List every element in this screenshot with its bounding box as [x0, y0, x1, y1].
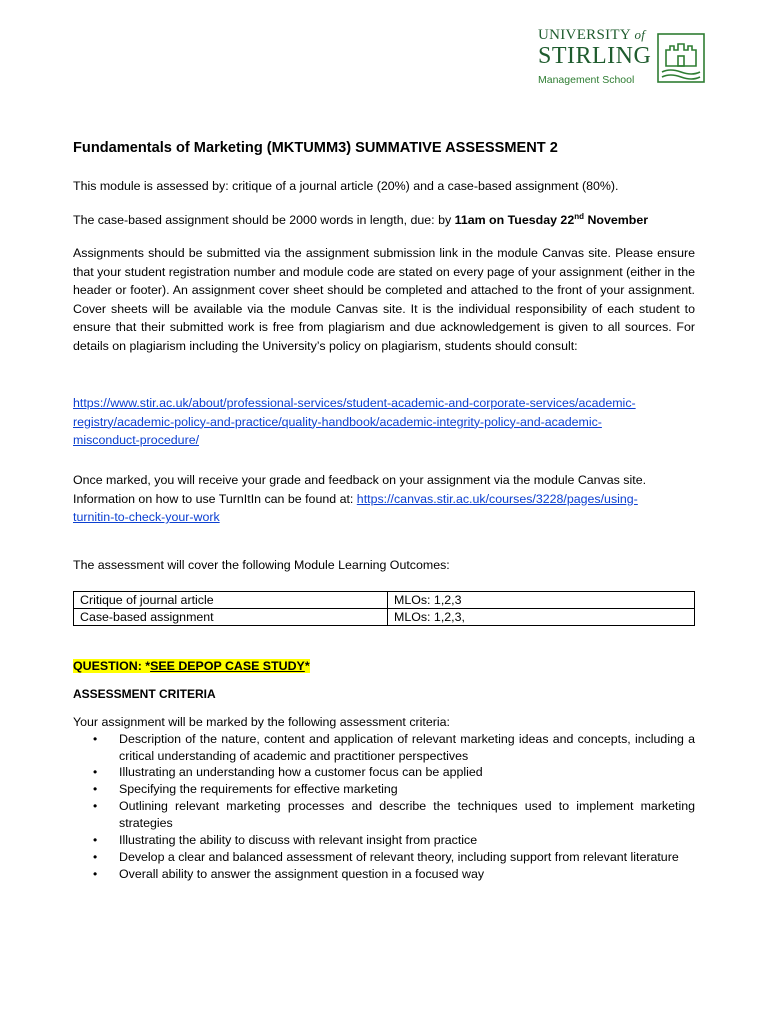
bullet-icon: • [93, 732, 98, 746]
castle-crest-icon [656, 32, 706, 84]
due-date-paragraph [73, 211, 695, 230]
table-cell-mlos: MLOs: 1,2,3, [388, 609, 695, 626]
logo-university-line [538, 26, 656, 44]
list-item [73, 866, 695, 883]
question-tail: * [304, 659, 310, 673]
bullet-icon: • [93, 782, 98, 797]
question-case-study: SEE DEPOP CASE STUDY [150, 659, 305, 673]
policy-link-block [73, 394, 695, 450]
table-cell-item: Critique of journal article [74, 592, 388, 609]
criteria-heading: ASSESSMENT CRITERIA [73, 687, 216, 701]
submission-instructions [73, 244, 695, 355]
question-line [73, 657, 695, 676]
due-date-lead: The case-based assignment should be 2000 words in length, due: by [73, 213, 455, 227]
due-date-suffix: nd [574, 211, 584, 221]
list-item [73, 798, 695, 831]
feedback-text [73, 471, 695, 527]
due-date-month: November [584, 213, 649, 227]
list-item [73, 764, 695, 781]
due-date-text [73, 211, 695, 230]
criteria-text: Illustrating an understanding how a customer focus can be applied [119, 765, 483, 780]
policy-link-line-1: https://www.stir.ac.uk/about/professional-services/student-academic-and-corporate-services/academic- [73, 396, 636, 410]
feedback-paragraph [73, 471, 695, 527]
assessment-overview-text: This module is assessed by: critique of a journal article (20%) and a case-based assignment (80%). [73, 179, 619, 193]
criteria-heading-block [73, 685, 695, 704]
page-title: Fundamentals of Marketing (MKTUMM3) SUMMATIVE ASSESSMENT 2 [73, 140, 558, 156]
logo-stirling-text: STIRLING [538, 43, 652, 69]
due-date-day: 11am on Tuesday 22 [454, 213, 575, 227]
table-cell-mlos: MLOs: 1,2,3 [388, 592, 695, 609]
logo-wordmark [538, 26, 656, 88]
academic-integrity-policy-link[interactable] [73, 396, 636, 447]
assessment-overview [73, 177, 695, 196]
feedback-line-1: Once marked, you will receive your grade and feedback on your assignment via the module Canvas site. [73, 473, 647, 487]
turnitin-link-part-2: turnitin-to-check-your-work [73, 510, 220, 524]
bullet-icon: • [93, 866, 98, 881]
list-item [73, 849, 695, 866]
policy-link-line-3: misconduct-procedure/ [73, 433, 200, 447]
bullet-icon: • [93, 832, 98, 847]
question-label: QUESTION: * [73, 659, 151, 673]
policy-link-line-2: registry/academic-policy-and-practice/quality-handbook/academic-integrity-policy-and-academic- [73, 414, 602, 429]
criteria-text: Specifying the requirements for effective marketing [119, 782, 398, 797]
logo-school-text: Management School [538, 74, 635, 86]
bullet-icon: • [93, 799, 98, 814]
criteria-text: Outlining relevant marketing processes and describe the techniques used to implement marketing strategies [119, 799, 695, 830]
submission-instructions-text: Assignments should be submitted via the assignment submission link in the module Canvas site. Please ensure that your student registration number and module code are stated on every page of your assignment (either in the header or footer). An assignment cover sheet should be completed and attached to the front of your assignment. Cover sheets will be available via the module Canvas site. It is the individual responsibility of each student to ensure that their submitted work is free from plagiarism and due acknowledgement is given to all sources. For details on plagiarism including the University’s policy on plagiarism, students should consult: [73, 246, 695, 353]
list-item [73, 781, 695, 798]
table-cell-item: Case-based assignment [74, 609, 388, 626]
criteria-list [73, 731, 695, 882]
list-item [73, 731, 695, 764]
table-row [74, 609, 695, 626]
university-logo [538, 26, 708, 92]
question-highlight [73, 659, 310, 673]
criteria-list-block [73, 731, 695, 882]
turnitin-lead: Information on how to use TurnItIn can be found at: [73, 491, 357, 506]
criteria-intro-block [73, 713, 695, 732]
learning-outcomes-table [73, 591, 695, 626]
table-row [74, 592, 695, 609]
outcomes-intro [73, 556, 695, 575]
logo-university-text: UNIVERSITY [538, 27, 631, 43]
criteria-text: Develop a clear and balanced assessment of relevant theory, including support from relevant literature [119, 849, 679, 864]
learning-outcomes-table-wrap [73, 591, 695, 626]
logo-of-text: of [634, 27, 646, 42]
criteria-text: Description of the nature, content and application of relevant marketing ideas and concepts, including a critical understanding of academic and practitioner perspectives [119, 732, 695, 763]
criteria-intro: Your assignment will be marked by the following assessment criteria: [73, 715, 450, 729]
turnitin-link-part-1: https://canvas.stir.ac.uk/courses/3228/pages/using- [356, 491, 638, 506]
due-date-emphasis [455, 213, 648, 227]
bullet-icon: • [93, 849, 98, 864]
outcomes-intro-text: The assessment will cover the following Module Learning Outcomes: [73, 558, 450, 572]
list-item [73, 832, 695, 849]
criteria-text: Overall ability to answer the assignment question in a focused way [119, 866, 485, 881]
bullet-icon: • [93, 765, 98, 780]
criteria-text: Illustrating the ability to discuss with relevant insight from practice [119, 832, 478, 847]
